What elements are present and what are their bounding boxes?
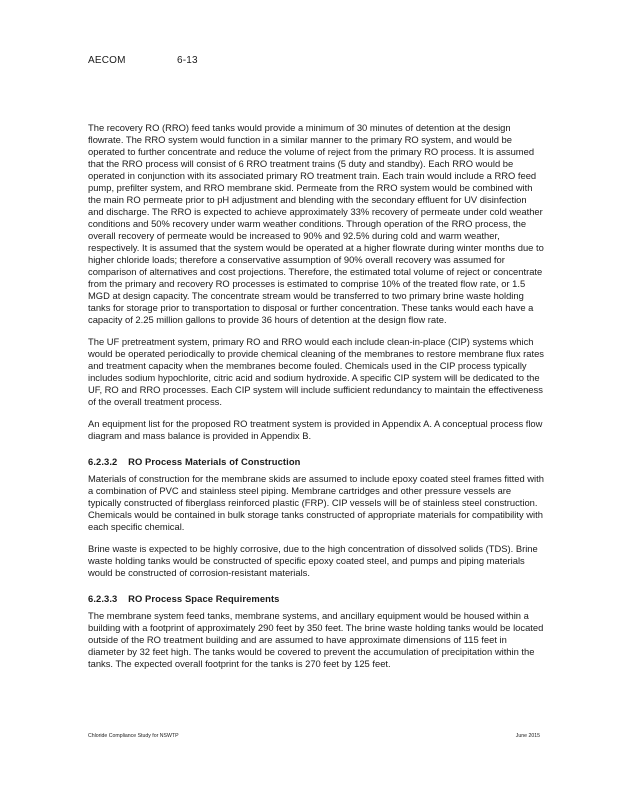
section-heading-space bbox=[88, 593, 544, 605]
paragraph-brine-waste: Brine waste is expected to be highly corrosive, due to the high concentration of dissolved solids (TDS). Brine waste holding tanks would be constructed of specific epoxy coated steel, and pumps and piping materials would be constructed of corrosion-resistant materials. bbox=[88, 543, 538, 578]
paragraph-space-requirements: The membrane system feed tanks, membrane systems, and ancillary equipment would be housed within a building with a footprint of approximately 290 feet by 350 feet. The brine waste holding tanks would be located outside of the RO treatment building and are assumed to have approximate dimensions of 115 feet in diameter by 32 feet high. The tanks would be covered to prevent the accumulation of precipitation within the tanks. The expected overall footprint for the tanks is 270 feet by 125 feet. bbox=[88, 610, 544, 669]
page-footer bbox=[88, 733, 540, 739]
document-body bbox=[88, 122, 544, 680]
section-number: 6.2.3.2 bbox=[88, 456, 118, 467]
page-header bbox=[88, 55, 198, 66]
paragraph-appendix-reference: An equipment list for the proposed RO treatment system is provided in Appendix A. A conceptual process flow diagram and mass balance is provided in Appendix B. bbox=[88, 418, 543, 441]
paragraph-rro-description: The recovery RO (RRO) feed tanks would provide a minimum of 30 minutes of detention at the design flowrate. The RRO system would function in a similar manner to the primary RO system, and would be operated to further concentrate and reduce the volume of reject from the primary RO process. It is assumed that the RRO process will consist of 6 RRO treatment trains (5 duty and standby). Each RRO would be operated in conjunction with its associated primary RO treatment train. Each train would include a RRO feed pump, prefilter system, and RRO membrane skid. Permeate from the RRO system would be combined with the main RO permeate prior to pH adjustment and blending with the secondary effluent for UV disinfection and discharge. The RRO is expected to achieve approximately 33% recovery of permeate under cold weather conditions and 50% recovery under warm weather conditions. Through operation of the RRO process, the overall recovery of permeate would be increased to 90% and 92.5% during cold and warm weather, respectively. It is assumed that the system would be operated at a higher flowrate during winter months due to higher chloride loads; therefore a conservative assumption of 90% overall recovery was assumed for comparison of alternatives and cost projections. Therefore, the estimated total volume of reject or concentrate from the primary and recovery RO processes is estimated to comprise 10% of the treated flow rate, or 1.5 MGD at design capacity. The concentrate stream would be transferred to two primary brine waste holding tanks for storage prior to transportation to disposal or further concentration. These tanks would each have a capacity of 2.25 million gallons to provide 36 hours of detention at the design flow rate. bbox=[88, 122, 544, 325]
section-title: RO Process Materials of Construction bbox=[128, 456, 301, 467]
section-title: RO Process Space Requirements bbox=[128, 593, 280, 604]
company-name: AECOM bbox=[88, 55, 126, 66]
section-heading-materials bbox=[88, 456, 544, 468]
paragraph-materials: Materials of construction for the membrane skids are assumed to include epoxy coated steel frames fitted with a combination of PVC and stainless steel piping. Membrane cartridges and other pressure vessels are typically constructed of fiberglass reinforced plastic (FRP). CIP vessels will be of stainless steel construction. Chemicals would be contained in bulk storage tanks constructed of appropriate materials for compatibility with each specific chemical. bbox=[88, 473, 544, 532]
footer-document-title: Chloride Compliance Study for NSWTP bbox=[88, 733, 179, 739]
paragraph-cip-systems: The UF pretreatment system, primary RO and RRO would each include clean-in-place (CIP) systems which would be operated periodically to provide chemical cleaning of the membranes to restore membrane flux rates and treatment capacity when the membranes become fouled. Chemicals used in the CIP process typically includes sodium hypochlorite, citric acid and sodium hydroxide. A specific CIP system will be dedicated to the UF, RO and RRO processes. Each CIP system will include sufficient redundancy to maintain the effectiveness of the overall treatment process. bbox=[88, 336, 544, 407]
footer-date: June 2015 bbox=[515, 733, 540, 739]
page-number: 6-13 bbox=[176, 55, 198, 66]
section-number: 6.2.3.3 bbox=[88, 593, 118, 604]
